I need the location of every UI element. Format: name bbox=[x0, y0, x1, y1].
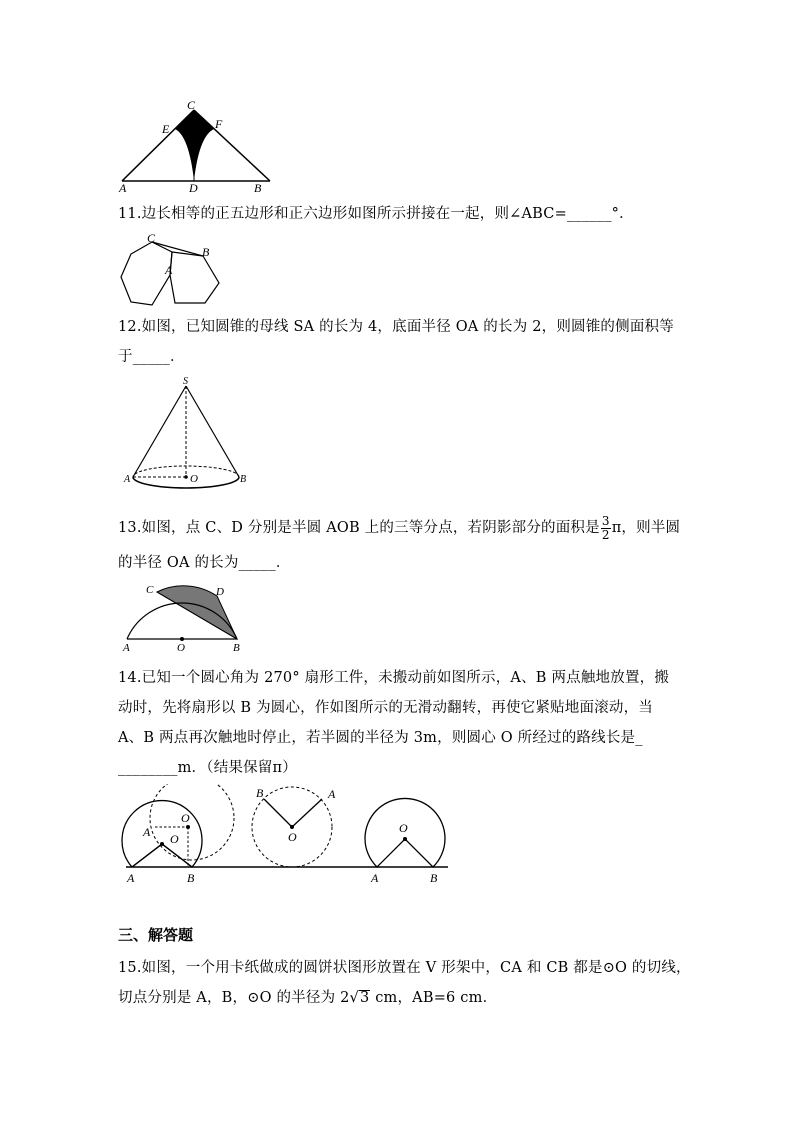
label-D: D bbox=[216, 586, 224, 598]
question-12: 12.如图，已知圆锥的母线 SA 的长为 4，底面半径 OA 的长为 2，则圆锥的侧面积等 于_____． bbox=[118, 319, 674, 365]
rolling-sector-figure bbox=[118, 784, 453, 886]
label-O-3: O bbox=[288, 830, 297, 844]
label-B-2: B bbox=[256, 786, 264, 800]
pentagon-hexagon-figure bbox=[115, 232, 235, 312]
label-B: B bbox=[254, 181, 262, 194]
label-A: A bbox=[119, 181, 127, 194]
label-C: C bbox=[146, 584, 154, 596]
figure-q13 bbox=[118, 582, 246, 652]
label-A-3: A bbox=[328, 787, 336, 801]
fraction-three-halves: $\frac{3}{2}$ bbox=[601, 513, 610, 542]
label-O: O bbox=[177, 642, 185, 652]
label-E: E bbox=[162, 122, 170, 136]
question-14: 14.已知一个圆心角为 270° 扇形工件，未搬动前如图所示，A、B 两点触地放置，搬 动时，先将扇形以 B 为圆心，作如图所示的无滑动翻转，再使它紧贴地面滚动，当 A、B 两点再次触地时停止，若半圆的半径为 3m，则圆心 O 所经过的路线长是_ ________m．（结果保留π） bbox=[118, 670, 670, 776]
label-C: C bbox=[147, 232, 156, 245]
label-B-4: B bbox=[430, 871, 438, 885]
label-B: B bbox=[240, 474, 247, 485]
label-A-2: A bbox=[143, 825, 151, 839]
figure-q10 bbox=[115, 98, 275, 194]
label-A-1: A bbox=[127, 871, 135, 885]
label-A-4: A bbox=[371, 871, 379, 885]
sqrt-symbol: √ bbox=[349, 990, 359, 1006]
section-heading: 三、解答题 bbox=[118, 926, 194, 944]
label-S: S bbox=[183, 376, 188, 387]
label-B: B bbox=[233, 642, 240, 652]
label-A: A bbox=[124, 474, 131, 485]
label-D: D bbox=[189, 181, 198, 194]
label-B-1: B bbox=[187, 871, 195, 885]
figure-q14 bbox=[118, 784, 453, 886]
label-A: A bbox=[123, 642, 130, 652]
figure-q12 bbox=[122, 374, 252, 496]
label-O-2: O bbox=[181, 811, 190, 825]
label-O-4: O bbox=[399, 821, 408, 835]
label-A: A bbox=[165, 263, 173, 277]
label-B: B bbox=[202, 245, 210, 259]
label-C: C bbox=[187, 98, 196, 112]
figure-q11 bbox=[115, 232, 235, 312]
label-O-1: O bbox=[170, 832, 179, 846]
question-15: 15.如图，一个用卡纸做成的圆饼状图形放置在 V 形架中，CA 和 CB 都是⊙O 的切线， 切点分别是 A，B，⊙O 的半径为 2√3 cm，AB=6 cm． bbox=[118, 960, 691, 1006]
question-11: 11.边长相等的正五边形和正六边形如图所示拼接在一起，则∠ABC=______°． bbox=[118, 206, 634, 222]
label-F: F bbox=[215, 117, 223, 131]
question-13: 13.如图，点 C、D 分别是半圆 AOB 上的三等分点，若阴影部分的面积是 $\frac{3}{2}$ π，则半圆 的半径 OA 的长为_____． bbox=[118, 513, 681, 571]
triangle-shaded-figure bbox=[115, 98, 275, 194]
label-O: O bbox=[190, 473, 198, 485]
semicircle-figure bbox=[118, 582, 246, 652]
cone-figure bbox=[122, 374, 252, 496]
